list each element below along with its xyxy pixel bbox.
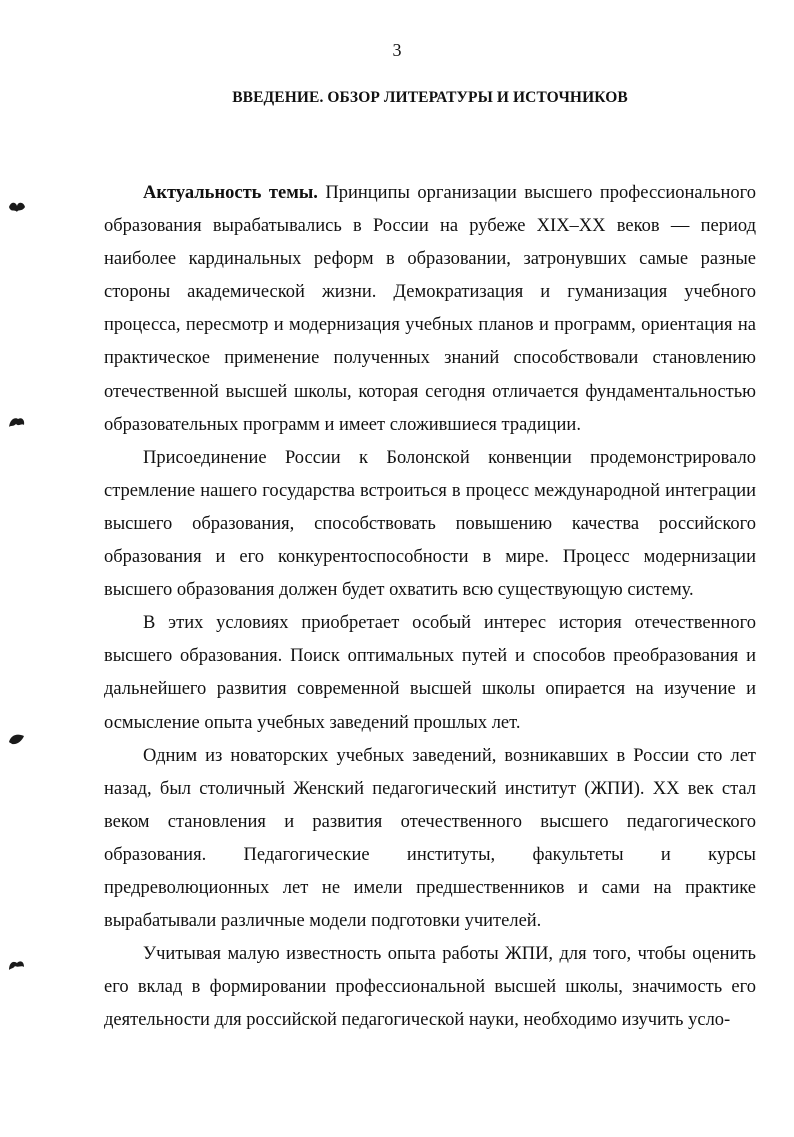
paragraph-3: В этих условиях приобретает особый интерес история отечественного высшего образования. Поиск оптимальных путей и способов преобразования и дальнейшего развития современной высшей школы опирается на изучение и осмысление опыта учебных заведений прошлых лет. bbox=[104, 613, 756, 733]
paragraph-5: Учитывая малую известность опыта работы ЖПИ, для того, чтобы оценить его вклад в формировании профессиональной высшей школы, значимость его деятельности для российской педагогической науки, необходимо изучить усло- bbox=[104, 944, 756, 1031]
scan-artifact-icon bbox=[8, 200, 26, 214]
scan-artifact-icon bbox=[8, 415, 26, 429]
body-text bbox=[104, 177, 756, 1037]
paragraph-4: Одним из новаторских учебных заведений, возникавших в России сто лет назад, был столичный Женский педагогический институт (ЖПИ). XX век стал веком становления и развития отечественного высшего педагогического образования. Педагогические институты, факультеты и курсы предреволюционных лет не имели предшественников и сами на практике вырабатывали различные модели подготовки учителей. bbox=[104, 745, 756, 932]
page-number: 3 bbox=[392, 40, 402, 60]
paragraph-2: Присоединение России к Болонской конвенции продемонстрировало стремление нашего государства встроиться в процесс международной интеграции высшего образования, способствовать повышению качества российского образования и его конкурентоспособности в мире. Процесс модернизации высшего образования должен будет охватить всю существующую систему. bbox=[104, 447, 756, 601]
scan-artifact-icon bbox=[8, 732, 26, 746]
scan-artifact-icon bbox=[8, 958, 26, 972]
paragraph-lead: Актуальность темы. bbox=[143, 183, 318, 203]
paragraph-1 bbox=[104, 177, 756, 442]
section-heading: ВВЕДЕНИЕ. ОБЗОР ЛИТЕРАТУРЫ И ИСТОЧНИКОВ bbox=[232, 89, 628, 106]
paragraph-text: Принципы организации высшего профессионального образования вырабатывались в России на рубеже XIX–XX веков — период наиболее кардинальных реформ в образовании, затронувших самые разные стороны академической жизни. Демократизация и гуманизация учебного процесса, пересмотр и модернизация учебных планов и программ, ориентация на практическое применение полученных знаний способствовали становлению отечественной высшей школы, которая сегодня отличается фундаментальностью образовательных программ и имеет сложившиеся традиции. bbox=[104, 183, 756, 435]
